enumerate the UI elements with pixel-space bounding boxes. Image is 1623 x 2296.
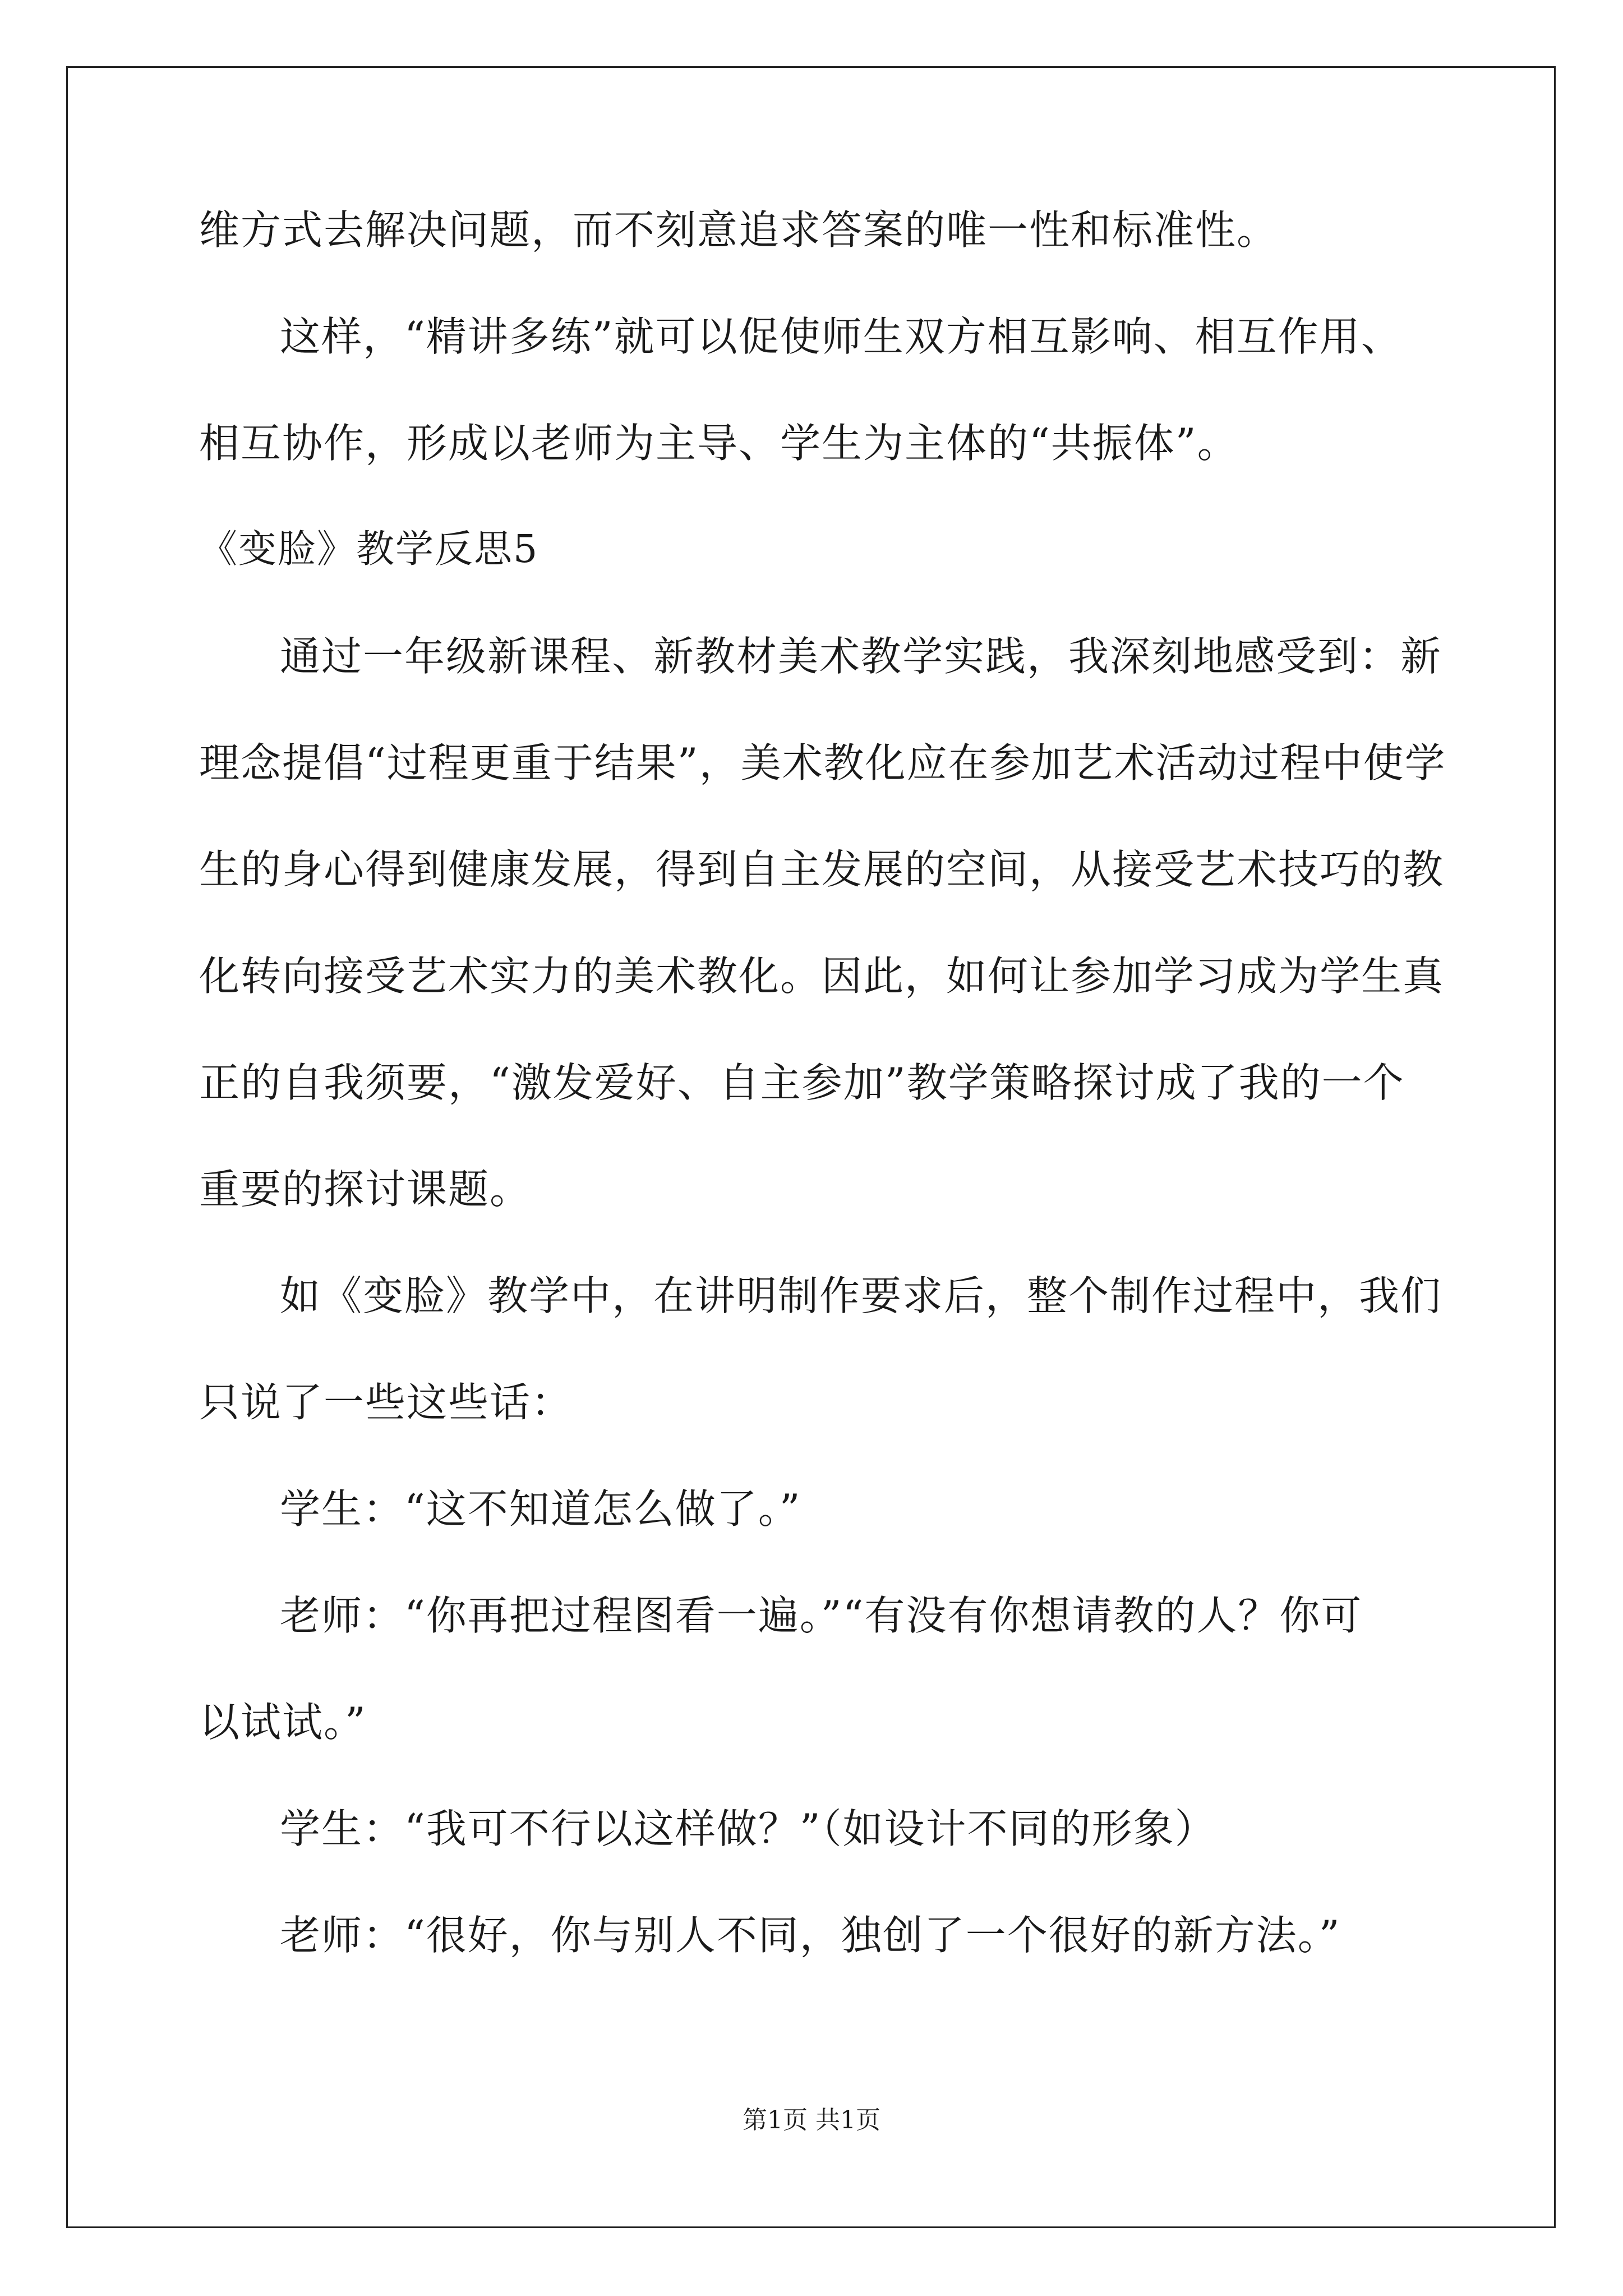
dialogue-line: 老师：“很好，你与别人不同，独创了一个很好的新方法。” <box>280 1912 1341 1959</box>
paragraph-line: 通过一年级新课程、新教材美术教学实践，我深刻地感受到：新 <box>280 633 1442 680</box>
paragraph-line: 正的自我须要，“激发爱好、自主参加”教学策略探讨成了我的一个 <box>199 1059 1405 1106</box>
paragraph-line: 重要的探讨课题。 <box>199 1166 532 1213</box>
paragraph-line: 理念提倡“过程更重于结果”，美术教化应在参加艺术活动过程中使学 <box>199 739 1446 786</box>
dialogue-line: 以试试。” <box>199 1699 367 1746</box>
paragraph-line: 只说了一些这些话： <box>199 1379 573 1426</box>
paragraph-line: 如《变脸》教学中，在讲明制作要求后，整个制作过程中，我们 <box>280 1272 1442 1319</box>
paragraph-line: 这样，“精讲多练”就可以促使师生双方相互影响、相互作用、 <box>280 313 1403 360</box>
paragraph-line: 维方式去解决问题，而不刻意追求答案的唯一性和标准性。 <box>199 206 1279 254</box>
dialogue-line: 学生：“我可不行以这样做？”（如设计不同的形象） <box>280 1805 1216 1852</box>
page-number: 第1页 共1页 <box>743 2106 880 2134</box>
page-border <box>66 66 1556 2228</box>
section-heading: 《变脸》教学反思5 <box>199 527 539 572</box>
paragraph-line: 生的身心得到健康发展，得到自主发展的空间，从接受艺术技巧的教 <box>199 846 1445 893</box>
paragraph-line: 相互协作，形成以老师为主导、学生为主体的“共振体”。 <box>199 420 1239 467</box>
paragraph-line: 化转向接受艺术实力的美术教化。因此，如何让参加学习成为学生真 <box>199 953 1445 1000</box>
dialogue-line: 学生：“这不知道怎么做了。” <box>280 1485 801 1533</box>
dialogue-line: 老师：“你再把过程图看一遍。”“有没有你想请教的人？你可 <box>280 1592 1363 1639</box>
